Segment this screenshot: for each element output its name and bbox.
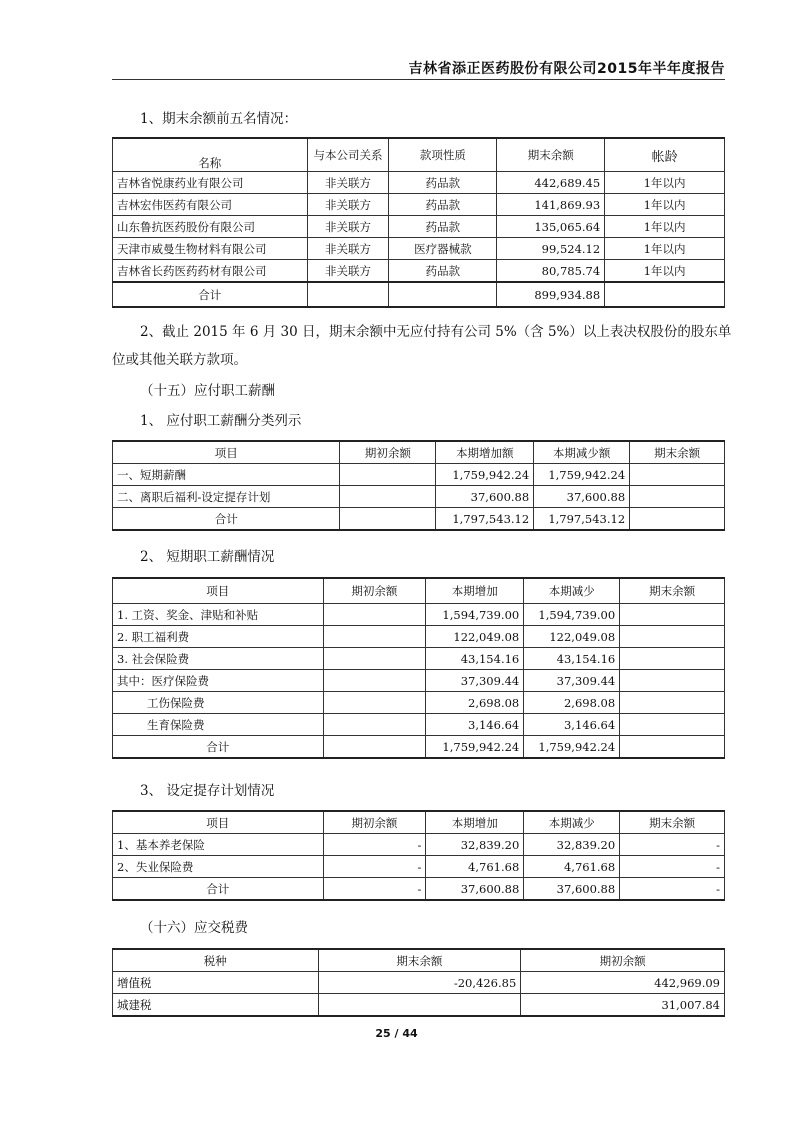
cell-close: -: [620, 856, 725, 878]
cell-open: [323, 604, 426, 626]
table-row: [113, 648, 725, 670]
table-row: [113, 216, 725, 238]
cell-balance: 442,689.45: [497, 172, 605, 194]
header-name: 名称: [113, 138, 308, 172]
cell-relation: 非关联方: [307, 238, 389, 260]
header-item: 项目: [113, 811, 324, 834]
header-increase: 本期增加额: [436, 441, 534, 464]
total-row: [113, 878, 725, 901]
cell-decrease: 3,146.64: [524, 714, 620, 736]
top-five-heading: 1、期末余额前五名情况：: [140, 111, 298, 127]
header-increase: 本期增加: [426, 578, 524, 604]
cell-balance: 99,524.12: [497, 238, 605, 260]
cell-age: 1年以内: [605, 216, 725, 238]
cell-age: 1年以内: [605, 172, 725, 194]
cell-increase: 1,759,942.24: [436, 464, 534, 486]
header-divider: [112, 79, 725, 80]
cell-empty: [389, 282, 497, 307]
top-five-table: [112, 137, 725, 308]
section-16-title: （十六）应交税费: [140, 920, 248, 936]
table-row: [113, 856, 725, 878]
table-header-row: [113, 441, 725, 464]
cell-decrease: 43,154.16: [524, 648, 620, 670]
payroll-category-heading: 1、 应付职工薪酬分类列示: [140, 413, 302, 429]
total-open: [323, 736, 426, 759]
header-open: 期初余额: [521, 949, 725, 972]
header-item: 项目: [113, 578, 324, 604]
cell-increase: 122,049.08: [426, 626, 524, 648]
table-row: [113, 486, 725, 508]
cell-name: 吉林省悦康药业有限公司: [113, 172, 308, 194]
defined-contribution-heading: 3、 设定提存计划情况: [140, 783, 275, 799]
defined-contribution-table: [112, 810, 725, 901]
header-relation: 与本公司关系: [307, 138, 389, 172]
header-tax-type: 税种: [113, 949, 319, 972]
cell-open: [323, 670, 426, 692]
total-open: [340, 508, 436, 531]
cell-increase: 37,600.88: [436, 486, 534, 508]
total-open: -: [323, 878, 426, 901]
cell-item: 工伤保险费: [113, 692, 324, 714]
total-row: [113, 736, 725, 759]
cell-name: 天津市威曼生物材料有限公司: [113, 238, 308, 260]
cell-increase: 4,761.68: [426, 856, 524, 878]
cell-close: [620, 670, 725, 692]
page-number: 25 / 44: [375, 1027, 418, 1040]
cell-nature: 医疗器械款: [389, 238, 497, 260]
table-row: [113, 604, 725, 626]
header-age: 帐龄: [605, 138, 725, 172]
total-label: 合计: [113, 508, 340, 531]
cell-close: [620, 604, 725, 626]
cell-close: [318, 994, 521, 1017]
header-open: 期初余额: [323, 811, 426, 834]
cell-item: 2、失业保险费: [113, 856, 324, 878]
table-row: [113, 670, 725, 692]
header-close: 期末余额: [630, 441, 725, 464]
cell-increase: 1,594,739.00: [426, 604, 524, 626]
cell-open: [340, 464, 436, 486]
cell-open: -: [323, 834, 426, 856]
note-paragraph-line1: 2、截止 2015 年 6 月 30 日，期末余额中无应付持有公司 5%（含 5%）以上表决权股份的股东单: [140, 324, 732, 340]
cell-close: [620, 714, 725, 736]
cell-nature: 药品款: [389, 194, 497, 216]
header-decrease: 本期减少额: [534, 441, 630, 464]
header-close: 期末余额: [620, 578, 725, 604]
table-row: [113, 172, 725, 194]
cell-decrease: 2,698.08: [524, 692, 620, 714]
total-label: 合计: [113, 736, 324, 759]
cell-decrease: 32,839.20: [524, 834, 620, 856]
total-increase: 1,797,543.12: [436, 508, 534, 531]
cell-balance: 141,869.93: [497, 194, 605, 216]
cell-tax-type: 增值税: [113, 972, 319, 994]
cell-decrease: 1,759,942.24: [534, 464, 630, 486]
short-term-heading: 2、 短期职工薪酬情况: [140, 549, 275, 565]
table-row: [113, 994, 725, 1017]
table-row: [113, 692, 725, 714]
total-balance: 899,934.88: [497, 282, 605, 307]
cell-increase: 32,839.20: [426, 834, 524, 856]
taxes-payable-table: [112, 948, 725, 1017]
cell-decrease: 37,600.88: [534, 486, 630, 508]
cell-decrease: 1,594,739.00: [524, 604, 620, 626]
cell-item: 1. 工资、奖金、津贴和补贴: [113, 604, 324, 626]
cell-open: [340, 486, 436, 508]
cell-decrease: 37,309.44: [524, 670, 620, 692]
total-decrease: 1,759,942.24: [524, 736, 620, 759]
short-term-payroll-table: [112, 577, 725, 759]
cell-nature: 药品款: [389, 172, 497, 194]
table-header-row: [113, 578, 725, 604]
cell-open: [323, 692, 426, 714]
cell-close: -: [620, 834, 725, 856]
table-header-row: [113, 138, 725, 172]
total-increase: 1,759,942.24: [426, 736, 524, 759]
total-decrease: 1,797,543.12: [534, 508, 630, 531]
cell-balance: 80,785.74: [497, 260, 605, 283]
section-15-title: （十五）应付职工薪酬: [140, 383, 275, 399]
table-row: [113, 260, 725, 283]
total-row: [113, 508, 725, 531]
cell-close: [630, 464, 725, 486]
header-decrease: 本期减少: [524, 811, 620, 834]
header-decrease: 本期减少: [524, 578, 620, 604]
cell-item: 一、短期薪酬: [113, 464, 340, 486]
header-item: 项目: [113, 441, 340, 464]
table-row: [113, 972, 725, 994]
cell-relation: 非关联方: [307, 260, 389, 283]
cell-name: 吉林宏伟医药有限公司: [113, 194, 308, 216]
total-decrease: 37,600.88: [524, 878, 620, 901]
cell-increase: 3,146.64: [426, 714, 524, 736]
cell-open: [323, 714, 426, 736]
cell-increase: 2,698.08: [426, 692, 524, 714]
table-header-row: [113, 811, 725, 834]
cell-nature: 药品款: [389, 216, 497, 238]
cell-close: [630, 486, 725, 508]
header-open: 期初余额: [323, 578, 426, 604]
cell-item: 其中：医疗保险费: [113, 670, 324, 692]
total-label: 合计: [113, 878, 324, 901]
cell-item: 2. 职工福利费: [113, 626, 324, 648]
cell-empty: [605, 282, 725, 307]
cell-increase: 43,154.16: [426, 648, 524, 670]
cell-item: 二、离职后福利-设定提存计划: [113, 486, 340, 508]
cell-open: -: [323, 856, 426, 878]
total-label: 合计: [113, 282, 308, 307]
cell-name: 山东鲁抗医药股份有限公司: [113, 216, 308, 238]
cell-open: 31,007.84: [521, 994, 725, 1017]
cell-nature: 药品款: [389, 260, 497, 283]
cell-open: [323, 626, 426, 648]
cell-close: [620, 648, 725, 670]
header-balance: 期末余额: [497, 138, 605, 172]
cell-close: [620, 692, 725, 714]
cell-tax-type: 城建税: [113, 994, 319, 1017]
cell-open: [323, 648, 426, 670]
table-row: [113, 238, 725, 260]
table-row: [113, 834, 725, 856]
table-header-row: [113, 949, 725, 972]
cell-relation: 非关联方: [307, 194, 389, 216]
cell-balance: 135,065.64: [497, 216, 605, 238]
note-paragraph-line2: 位或其他关联方款项。: [112, 352, 247, 368]
cell-open: 442,969.09: [521, 972, 725, 994]
total-close: [630, 508, 725, 531]
cell-close: [620, 626, 725, 648]
cell-decrease: 122,049.08: [524, 626, 620, 648]
report-header-title: 吉林省添正医药股份有限公司2015年半年度报告: [408, 61, 725, 77]
cell-decrease: 4,761.68: [524, 856, 620, 878]
cell-item: 3. 社会保险费: [113, 648, 324, 670]
header-close: 期末余额: [620, 811, 725, 834]
cell-relation: 非关联方: [307, 216, 389, 238]
cell-increase: 37,309.44: [426, 670, 524, 692]
cell-item: 生育保险费: [113, 714, 324, 736]
header-increase: 本期增加: [426, 811, 524, 834]
header-open: 期初余额: [340, 441, 436, 464]
table-row: [113, 464, 725, 486]
total-close: -: [620, 878, 725, 901]
cell-relation: 非关联方: [307, 172, 389, 194]
total-increase: 37,600.88: [426, 878, 524, 901]
cell-age: 1年以内: [605, 238, 725, 260]
table-row: [113, 194, 725, 216]
header-close: 期末余额: [318, 949, 521, 972]
cell-empty: [307, 282, 389, 307]
cell-item: 1、基本养老保险: [113, 834, 324, 856]
table-row: [113, 714, 725, 736]
header-nature: 款项性质: [389, 138, 497, 172]
cell-name: 吉林省长药医药药材有限公司: [113, 260, 308, 283]
table-row: [113, 626, 725, 648]
payroll-category-table: [112, 440, 725, 531]
cell-age: 1年以内: [605, 260, 725, 283]
total-close: [620, 736, 725, 759]
cell-age: 1年以内: [605, 194, 725, 216]
total-row: [113, 282, 725, 307]
cell-close: -20,426.85: [318, 972, 521, 994]
